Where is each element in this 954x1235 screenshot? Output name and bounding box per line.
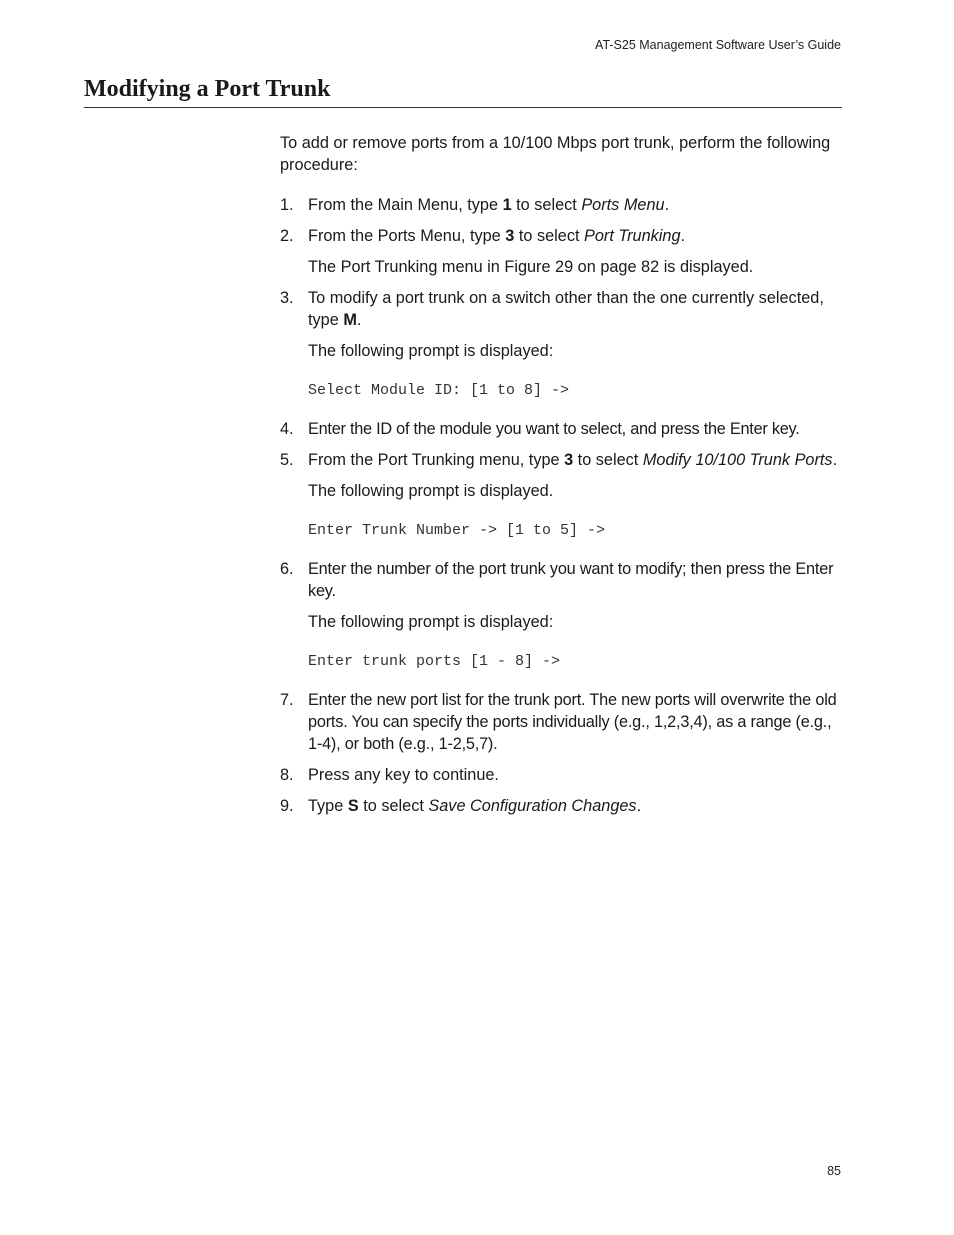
- console-prompt: Enter trunk ports [1 - 8] ->: [308, 653, 561, 670]
- step-2: [280, 225, 844, 278]
- keystroke: S: [347, 797, 359, 815]
- step-text-part: to select: [514, 227, 585, 245]
- step-6: [280, 558, 844, 673]
- menu-option-name: Modify 10/100 Trunk Ports: [642, 451, 833, 469]
- intro-paragraph: To add or remove ports from a 10/100 Mbps port trunk, perform the following procedure:: [280, 134, 831, 174]
- step-text: [308, 194, 844, 216]
- console-prompt: Select Module ID: [1 to 8] ->: [308, 382, 570, 399]
- step-8: [280, 764, 844, 786]
- step-text-part: From the Ports Menu, type: [308, 227, 506, 245]
- running-header: AT-S25 Management Software User’s Guide: [595, 38, 841, 52]
- step-text-part: .: [664, 196, 670, 214]
- step-4: [280, 418, 844, 440]
- step-number: 6.: [280, 560, 294, 578]
- step-number: 1.: [280, 196, 294, 214]
- menu-option-name: Port Trunking: [584, 227, 681, 245]
- step-note: The Port Trunking menu in Figure 29 on page 82 is displayed.: [308, 258, 754, 276]
- step-text: Press any key to continue.: [308, 766, 499, 784]
- step-text: Enter the ID of the module you want to select, and press the Enter key.: [308, 420, 800, 438]
- keystroke: 3: [564, 451, 574, 469]
- step-number: 7.: [280, 691, 294, 709]
- step-1: [280, 194, 844, 216]
- step-text-part: .: [680, 227, 686, 245]
- menu-option-name: Ports Menu: [581, 196, 665, 214]
- step-number: 2.: [280, 227, 294, 245]
- step-7: [280, 689, 844, 755]
- menu-option-name: Save Configuration Changes: [428, 797, 637, 815]
- keystroke: M: [343, 311, 357, 329]
- step-text: Enter the new port list for the trunk port. The new ports will overwrite the old ports. You can specify the ports individually (e.g., 1,2,3,4), as a range (e.g., 1-4), or both (e.g., 1-2,5,7).: [308, 691, 837, 753]
- step-9: [280, 795, 844, 817]
- step-text-part: From the Port Trunking menu, type: [308, 451, 565, 469]
- step-text-part: .: [832, 451, 838, 469]
- step-3: [280, 287, 844, 402]
- step-text-part: Type: [308, 797, 348, 815]
- step-text-part: From the Main Menu, type: [308, 196, 503, 214]
- console-prompt: Enter Trunk Number -> [1 to 5] ->: [308, 522, 606, 539]
- step-number: 3.: [280, 289, 294, 307]
- step-text: [308, 449, 844, 471]
- step-number: 8.: [280, 766, 294, 784]
- step-text-part: to select: [573, 451, 643, 469]
- step-text: [308, 795, 844, 817]
- step-text: [308, 225, 844, 247]
- procedure-body: [280, 132, 844, 826]
- step-text-part: to select: [358, 797, 429, 815]
- step-text: Enter the number of the port trunk you want to modify; then press the Enter key.: [308, 560, 834, 600]
- step-text: [308, 287, 844, 331]
- step-text-part: .: [636, 797, 642, 815]
- step-number: 9.: [280, 797, 294, 815]
- step-5: [280, 449, 844, 542]
- keystroke: 1: [502, 196, 512, 214]
- step-text-part: to select: [511, 196, 582, 214]
- page-number: 85: [827, 1164, 841, 1178]
- step-note: The following prompt is displayed.: [308, 482, 554, 500]
- step-number: 4.: [280, 420, 294, 438]
- keystroke: 3: [505, 227, 515, 245]
- section-title: Modifying a Port Trunk: [84, 76, 842, 108]
- step-text-part: To modify a port trunk on a switch other than the one currently selected, type: [308, 289, 824, 329]
- step-note: The following prompt is displayed:: [308, 342, 554, 360]
- step-number: 5.: [280, 451, 294, 469]
- procedure-steps: [280, 194, 844, 817]
- step-note: The following prompt is displayed:: [308, 613, 554, 631]
- step-text-part: .: [356, 311, 362, 329]
